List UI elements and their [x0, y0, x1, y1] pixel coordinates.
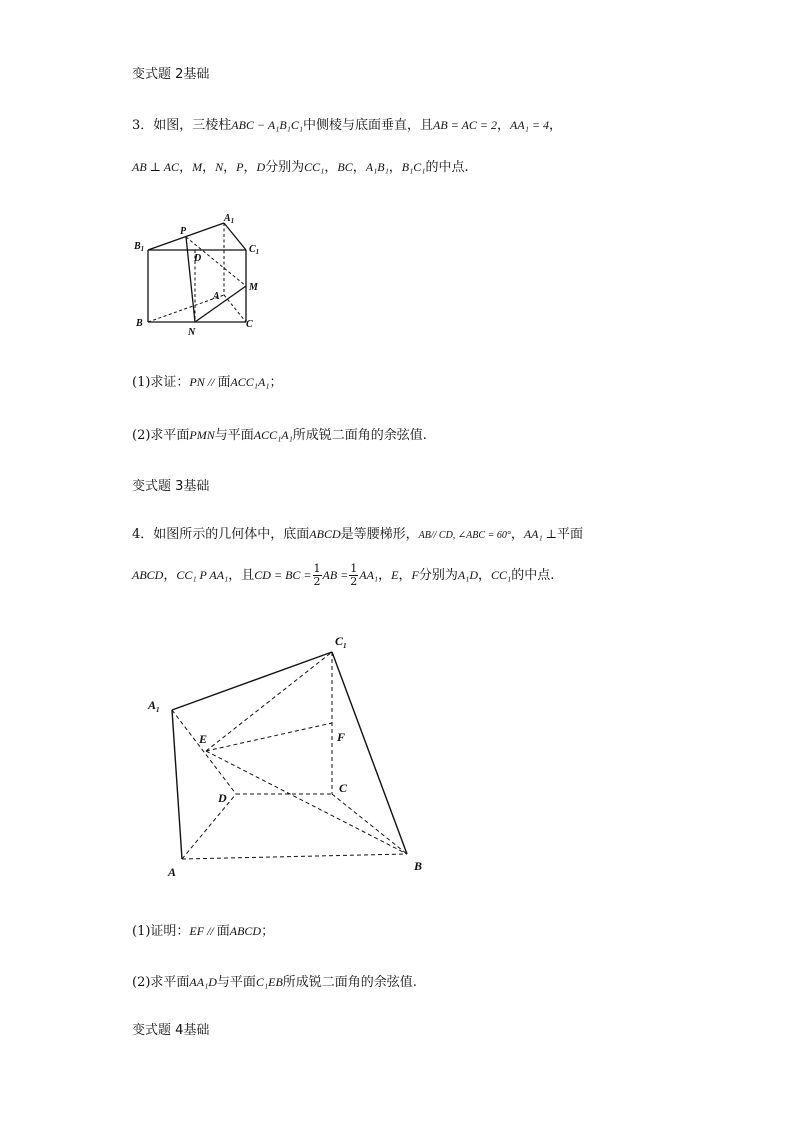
math: ABC − A₁B₁C₁ — [231, 118, 304, 132]
denominator: 2 — [313, 575, 321, 588]
math: CC₁ — [491, 568, 512, 582]
label-f: F — [337, 730, 346, 744]
numerator: 1 — [313, 562, 321, 575]
problem3-question2 — [132, 426, 427, 445]
label-p: P — [180, 226, 187, 237]
text: ， — [243, 160, 257, 175]
text: 所成锐二面角的余弦值. — [282, 975, 417, 990]
math: ABCD — [229, 924, 262, 938]
math: AA₁ ⊥ — [523, 527, 557, 541]
math: AA₁ = 4 — [510, 118, 549, 132]
problem4-question2 — [132, 973, 417, 992]
edge-a1d-hidden — [172, 710, 236, 794]
text: 4．如图所示的几何体中，底面 — [132, 527, 310, 542]
fraction-half — [313, 563, 322, 588]
text: ， — [223, 160, 237, 175]
label-m: M — [249, 282, 258, 293]
fraction-half — [349, 563, 358, 588]
text: 与平面 — [216, 975, 256, 990]
text: ， — [388, 160, 402, 175]
edge-a1a — [172, 710, 182, 859]
text: 分别为 — [418, 568, 458, 583]
math: AA₁ — [359, 568, 379, 582]
text: ， — [179, 160, 193, 175]
edge-c1b — [332, 652, 407, 854]
text: 面 — [216, 924, 230, 939]
text: 是等腰梯形， — [340, 527, 419, 542]
math: AB ⊥ AC — [132, 160, 180, 174]
math: BC — [337, 160, 353, 174]
math: CC₁ P AA₁ — [176, 568, 229, 582]
segment-nm — [195, 286, 246, 322]
text: 3．如图，三棱柱 — [132, 118, 232, 133]
math: CC₁ — [304, 160, 325, 174]
edge-a1c1 — [172, 652, 332, 710]
text: 分别为 — [265, 160, 305, 175]
prism-figure — [128, 208, 268, 340]
edge-a1c1 — [224, 223, 246, 250]
text: 中侧棱与底面垂直，且 — [303, 118, 434, 133]
text: (1)证明： — [132, 924, 190, 939]
math: C₁EB — [255, 975, 283, 989]
math: EF // — [189, 924, 217, 938]
text: (1)求证： — [132, 375, 190, 390]
math: AA₁D — [189, 975, 217, 989]
text: 面 — [217, 375, 231, 390]
denominator: 2 — [350, 575, 358, 588]
label-e: E — [199, 732, 208, 746]
label-a: A — [168, 865, 177, 879]
text: (2)求平面 — [132, 428, 190, 443]
math: ABCD — [309, 527, 341, 541]
text: ； — [261, 924, 275, 939]
label-a1: $A_1$ — [224, 213, 235, 225]
math: PN // — [189, 375, 218, 389]
math: AB// CD, ∠ABC = 60° — [418, 530, 511, 541]
text: 的中点. — [425, 160, 469, 175]
text: 平面 — [556, 527, 583, 542]
math: D — [256, 160, 266, 174]
math: P — [236, 160, 244, 174]
label-d: D — [218, 791, 227, 805]
math: M — [192, 160, 203, 174]
label-c1: $C_1$ — [335, 634, 347, 650]
problem4-question1 — [132, 922, 274, 941]
problem4-line1 — [132, 525, 583, 545]
label-a: A — [213, 291, 220, 302]
math: ABCD — [132, 568, 164, 582]
numerator: 1 — [350, 562, 358, 575]
text: ， — [478, 568, 492, 583]
problem3-line2 — [132, 158, 469, 177]
label-c1: $C_1$ — [249, 244, 260, 256]
math: AB = AC = 2 — [433, 118, 498, 132]
text: ， — [548, 118, 562, 133]
problem3-question1 — [132, 373, 282, 392]
label-a1: $A_1$ — [148, 698, 160, 714]
math: A₁D — [457, 568, 479, 582]
section-heading-4: 变式题 4基础 — [132, 1023, 210, 1038]
label-c: C — [246, 319, 253, 330]
segment-ef-hidden — [206, 723, 332, 751]
text: ， — [510, 527, 524, 542]
text: 与平面 — [214, 428, 254, 443]
text: ， — [163, 568, 177, 583]
text: ， — [202, 160, 216, 175]
label-n: N — [188, 327, 196, 338]
edge-ab-hidden — [182, 854, 407, 859]
text: 所成锐二面角的余弦值. — [292, 428, 427, 443]
text: ， — [497, 118, 511, 133]
text: 的中点. — [511, 568, 555, 583]
edge-ad-hidden — [182, 794, 236, 859]
text: ， — [324, 160, 338, 175]
text: ； — [269, 375, 283, 390]
label-b1: $B_1$ — [134, 241, 145, 253]
math: F — [411, 568, 419, 582]
math: CD = BC = — [254, 568, 312, 582]
math: PMN — [189, 428, 215, 442]
math: ACC₁A₁ — [230, 375, 270, 389]
text: (2)求平面 — [132, 975, 190, 990]
label-b: B — [136, 318, 143, 329]
solid-figure — [130, 625, 440, 885]
math: N — [215, 160, 224, 174]
segment-ec1-hidden — [206, 652, 332, 751]
section-heading-2: 变式题 2基础 — [132, 67, 210, 82]
math: A₁B₁ — [365, 160, 389, 174]
text: ， — [352, 160, 366, 175]
problem3-line1 — [132, 116, 562, 135]
segment-eb-hidden — [206, 751, 407, 854]
section-heading-3: 变式题 3基础 — [132, 479, 210, 494]
label-d: D — [194, 253, 202, 264]
label-b: B — [414, 859, 423, 873]
math: AB = — [322, 568, 349, 582]
label-c: C — [339, 781, 348, 795]
text: ，且 — [228, 568, 255, 583]
problem4-line2 — [132, 560, 554, 591]
math: B₁C₁ — [401, 160, 426, 174]
math: E — [391, 568, 399, 582]
math: ACC₁A₁ — [253, 428, 293, 442]
text: ， — [398, 568, 412, 583]
text: ， — [378, 568, 392, 583]
